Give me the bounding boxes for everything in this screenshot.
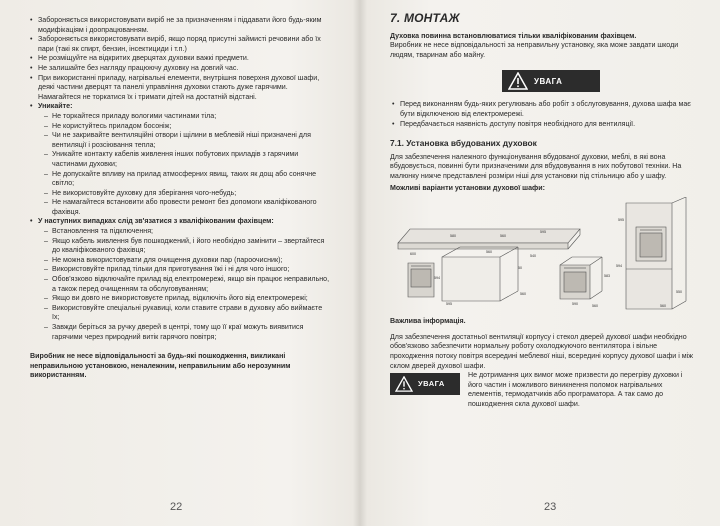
dimension-label: 560 [520,292,526,297]
dimension-label: 560 [500,234,506,239]
warning-label: УВАГА [418,379,445,389]
dimension-label: 550 [676,290,682,295]
list-item: • Забороняється використовувати виріб не за призначенням і піддавати його будь-яким модифікаціям і доопрацюванням. [30,16,330,35]
dimension-label: 594 [616,264,622,269]
installation-diagram-svg [390,197,695,311]
sub-list-item: – Завжди беріться за ручку дверей в центрі, тому що її краї можуть виявитися гарячими через природний витік гарячого повітря; [30,323,330,342]
important-info-heading: Важлива інформація. [390,317,466,326]
lead-bold-text: Духовка повинна встановлюватися тільки кваліфікованим фахівцем. [390,31,637,40]
sub-list-item: – Не використовуйте духовку для зберігання чого-небудь; [30,189,330,199]
warning-badge [390,373,460,395]
dimension-label: 50 [518,266,522,271]
safety-list [30,16,330,342]
precaution-list [390,100,695,129]
list-item: • Не розміщуйте на відкритих дверцятах духовки важкі предмети. [30,54,330,64]
list-item: • У наступних випадках слід зв'язатися з кваліфікованим фахівцем: [30,217,330,227]
sub-list-item: – Обов'язково відключайте прилад від електромережі, якщо він працює неправильно, а також перед очищенням та обслуговуванням; [30,275,330,294]
sub-list-item: – Встановлення та підключення; [30,227,330,237]
lead-text: Виробник не несе відповідальності за неправильну установку, яка може завдати шкоди людям, тваринам або майну. [390,41,679,59]
dimension-label: 595 [446,302,452,307]
dimension-label: 590 [572,302,578,307]
sub-list-item: – Якщо кабель живлення був пошкоджений, і його необхідно замінити – звертайтеся до кваліфікованого фахівця; [30,237,330,256]
list-item: • Не залишайте без нагляду працюючу духовку на довгий час. [30,64,330,74]
installation-options-label: Можливі варіанти установки духової шафи: [390,183,545,192]
warning-triangle-icon [395,376,413,392]
sub-list-item: – Чи не закривайте вентиляційні отвори і щілини в меблевій ніші призначені для вентиляції і розсіювання тепла; [30,131,330,150]
dimension-label: 560 [486,250,492,255]
sub-list-item: – Якщо ви довго не використовуєте прилад, відключіть його від електромережі; [30,294,330,304]
dimension-label: 594 [434,276,440,281]
precaution-item: • Передбачається наявність доступу повітря необхідного для вентиляції. [390,120,695,130]
sub-list-item: – Не намагайтеся встановити або провести ремонт без допомоги кваліфікованого фахівця. [30,198,330,217]
subsection-text: Для забезпечення належного функціонування вбудованої духовки, меблі, в які вона вбудовується, повинні бути призначеними для вбудовування в них побутової техніки. На малюнку нижче представлені розміри ніші для установки під стільницю або у шафу. [390,152,682,180]
warning-label: УВАГА [534,76,563,86]
page-number-left: 22 [170,501,183,513]
sub-list-item: – Не допускайте впливу на прилад атмосферних явищ, таких як дощ або сонячне світло; [30,170,330,189]
important-info-text: Для забезпечення достатньої вентиляції корпусу і стекол дверей духової шафи необхідно обов'язково забезпечити нормальну роботу охолоджуючого вентилятора і вільне проходження потоку повітря всередині меблевої ніші, всередині корпусу духової шафи і між склом дверей духової шафи. [390,332,693,370]
safety-list-section [30,16,330,381]
list-item: • Уникайте: [30,102,330,112]
list-item: • При використанні приладу, нагрівальні елементи, внутрішня поверхня духової шафи, деякі частини дверцят та панелі управління духовки стають дуже гарячими. Намагайтеся не торкатися їх і тримати дітей на достатній відстані. [30,74,330,103]
sub-list-item: – Використовуйте спеціальні рукавиці, коли ставите страви в духовку або виймаєте їх; [30,304,330,323]
sub-list-item: – Не користуйтесь приладом босоніж; [30,122,330,132]
installation-diagram [390,197,695,311]
warning-badge [502,70,600,92]
dimension-label: 595 [618,218,624,223]
list-item: • Забороняється використовувати виріб, якщо поряд присутні займисті речовини або їх пари (такі як спирт, бензин, інсектициди і т.п.) [30,35,330,54]
warning-triangle-icon [508,72,528,90]
sub-list-item: – Уникайте контакту кабелів живлення інших побутових приладів з гарячими частинами духовки; [30,150,330,169]
dimension-label: 540 [530,254,536,259]
subsection-heading: 7.1. Установка вбудованих духовок [390,138,537,149]
ventilation-warning-text: Не дотримання цих вимог може призвести до перегріву духовки і його частин і можливого виникнення поломок нагрівальних елементів, термодатчиків або програматора. А так само до пошкодження скла духової шафи. [468,371,683,408]
dimension-label: 600 [410,252,416,257]
dimension-label: 595 [540,230,546,235]
dimension-label: 560 [660,304,666,309]
sub-list-item: – Використовуйте прилад тільки для приготування їжі і ні для чого іншого; [30,265,330,275]
right-page [360,0,720,526]
page-number-right: 23 [544,501,557,513]
sub-list-item: – Не торкайтеся приладу вологими частинами тіла; [30,112,330,122]
section-heading: 7. МОНТАЖ [390,11,460,25]
dimension-label: 560 [592,304,598,309]
manufacturer-liability-note: Виробник не несе відповідальності за будь-які пошкодження, викликані неправильною установкою, неналежним, неправильним або нерозумним використанням. [30,352,291,380]
precaution-item: • Перед виконанням будь-яких регулювань або робіт з обслуговування, духова шафа має бути відключеною від електромережі. [390,100,695,119]
dimension-label: 583 [604,274,610,279]
sub-list-item: – Не можна використовувати для очищення духовки пар (пароочисник); [30,256,330,266]
ventilation-warning [390,371,695,409]
dimension-label: 580 [450,234,456,239]
